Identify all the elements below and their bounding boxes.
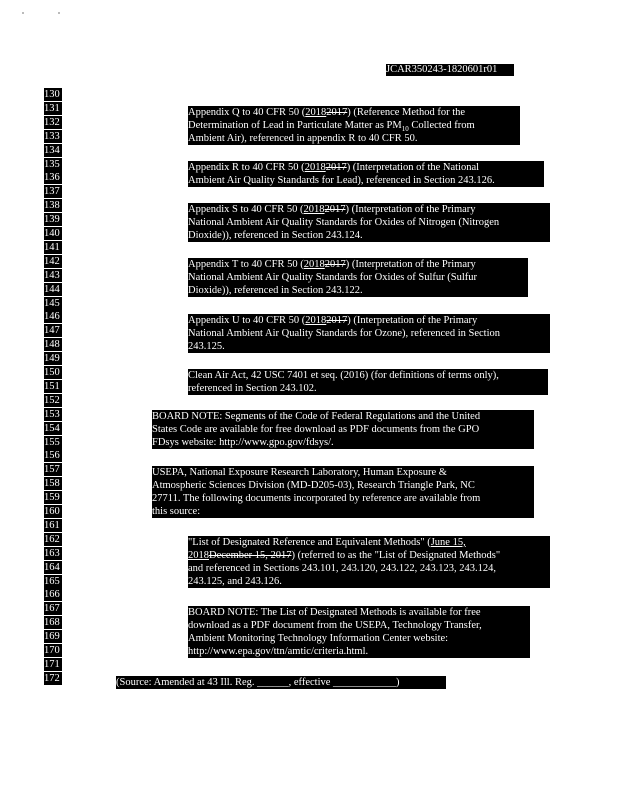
- deleted-text: 2017: [326, 107, 348, 118]
- line-number: 166: [44, 588, 62, 601]
- text-line: National Ambient Air Quality Standards for Oxides of Nitrogen (Nitrogen: [188, 217, 500, 228]
- deleted-text: 2017: [324, 204, 346, 215]
- text-line: Ambient Air Quality Standards for Lead), referenced in Section 243.126.: [188, 175, 495, 186]
- line-number: 160: [44, 505, 62, 518]
- text-line: [188, 106, 520, 119]
- line-number: 170: [44, 644, 62, 657]
- text-line: [188, 119, 520, 132]
- text: Determination of Lead in Particulate Matter as PM: [188, 120, 402, 131]
- text: ) (Reference Method for the: [347, 107, 466, 118]
- line-number: 151: [44, 380, 62, 393]
- line-number: 153: [44, 408, 62, 421]
- text: ) (Interpretation of the Primary: [345, 204, 476, 215]
- line-number: 163: [44, 547, 62, 560]
- line-number: 158: [44, 477, 62, 490]
- text-line: National Ambient Air Quality Standards for Ozone), referenced in Section: [188, 328, 500, 339]
- appendix-u-paragraph: [188, 314, 550, 353]
- line-number: 154: [44, 422, 62, 435]
- deleted-text: 2017: [326, 315, 348, 326]
- text-line: [188, 314, 550, 327]
- line-number: 134: [44, 144, 62, 157]
- text: (Source: Amended at 43 Ill. Reg.: [116, 677, 258, 688]
- text: Appendix T to 40 CFR 50 (: [188, 259, 304, 270]
- inserted-text: June 15,: [430, 537, 466, 548]
- text: "List of Designated Reference and Equivalent Methods" (: [188, 537, 431, 548]
- line-number: 171: [44, 658, 62, 671]
- text: ) (referred to as the "List of Designated Methods": [291, 550, 501, 561]
- inserted-text: 2018: [305, 315, 327, 326]
- text-line: USEPA, National Exposure Research Laboratory, Human Exposure &: [152, 467, 447, 478]
- line-number: 169: [44, 630, 62, 643]
- line-number: 132: [44, 116, 62, 129]
- deleted-text: 2017: [325, 162, 347, 173]
- line-number: 161: [44, 519, 62, 532]
- text: Appendix S to 40 CFR 50 (: [188, 204, 304, 215]
- line-number: 133: [44, 130, 62, 143]
- line-number: 168: [44, 616, 62, 629]
- line-number: 146: [44, 310, 62, 323]
- appendix-t-paragraph: [188, 258, 528, 297]
- line-number: 165: [44, 575, 62, 588]
- line-number: 155: [44, 436, 62, 449]
- line-number: 164: [44, 561, 62, 574]
- text-line: 243.125, and 243.126.: [188, 576, 282, 587]
- text-line: [188, 161, 544, 174]
- line-number: 142: [44, 255, 62, 268]
- text-line: [188, 203, 550, 216]
- text: Appendix U to 40 CFR 50 (: [188, 315, 306, 326]
- text-line: National Ambient Air Quality Standards for Oxides of Sulfur (Sulfur: [188, 272, 478, 283]
- line-number: 152: [44, 394, 62, 407]
- line-number: 172: [44, 672, 62, 685]
- text-line: BOARD NOTE: The List of Designated Methods is available for free: [188, 607, 481, 618]
- text-line: States Code are available for free download as PDF documents from the GPO: [152, 424, 480, 435]
- inserted-text: 2018: [305, 107, 327, 118]
- text-line: http://www.epa.gov/ttn/amtic/criteria.html.: [188, 646, 369, 657]
- line-number: 157: [44, 463, 62, 476]
- appendix-s-paragraph: [188, 203, 550, 242]
- line-number: 148: [44, 338, 62, 351]
- inserted-text: 2018: [304, 162, 326, 173]
- text-line: Dioxide)), referenced in Section 243.124.: [188, 230, 363, 241]
- text: Appendix Q to 40 CFR 50 (: [188, 107, 306, 118]
- text-line: [188, 536, 550, 549]
- text-line: [116, 676, 446, 689]
- inserted-text: 2018: [303, 204, 325, 215]
- text: Appendix R to 40 CFR 50 (: [188, 162, 305, 173]
- appendix-r-paragraph: [188, 161, 544, 187]
- text-line: [188, 549, 550, 562]
- line-number: 138: [44, 199, 62, 212]
- text-line: [188, 258, 528, 271]
- board-note-gpo: [152, 410, 534, 449]
- line-number: 143: [44, 269, 62, 282]
- text-line: Dioxide)), referenced in Section 243.122.: [188, 285, 363, 296]
- line-number: 144: [44, 283, 62, 296]
- text-line: Clean Air Act, 42 USC 7401 et seq. (2016) (for definitions of terms only),: [188, 370, 499, 381]
- line-number: 162: [44, 533, 62, 546]
- text: ) (Interpretation of the Primary: [347, 315, 478, 326]
- scan-speck: [58, 12, 60, 14]
- line-number: 130: [44, 88, 62, 101]
- line-number: 140: [44, 227, 62, 240]
- line-number: 135: [44, 158, 62, 171]
- text-line: FDsys website: http://www.gpo.gov/fdsys/.: [152, 437, 334, 448]
- list-of-designated-methods-paragraph: [188, 536, 550, 588]
- text-line: Atmospheric Sciences Division (MD-D205-03), Research Triangle Park, NC: [152, 480, 475, 491]
- line-number: 136: [44, 171, 62, 184]
- text-line: this source:: [152, 506, 201, 517]
- clean-air-act-paragraph: [188, 369, 548, 395]
- line-number: 150: [44, 366, 62, 379]
- inserted-text: 2018: [188, 550, 209, 561]
- line-number: 131: [44, 102, 62, 115]
- text-line: Ambient Monitoring Technology Information Center website:: [188, 633, 449, 644]
- line-number: 139: [44, 213, 62, 226]
- text-line: download as a PDF document from the USEPA, Technology Transfer,: [188, 620, 482, 631]
- deleted-text: 2017: [324, 259, 346, 270]
- text-line: Ambient Air), referenced in appendix R to 40 CFR 50.: [188, 133, 418, 144]
- line-number: 141: [44, 241, 62, 254]
- text-line: 243.125.: [188, 341, 225, 352]
- text: , effective: [288, 677, 334, 688]
- text: ): [396, 677, 400, 688]
- scan-speck: [22, 12, 24, 14]
- register-blank: ______: [257, 677, 289, 688]
- line-number: 137: [44, 185, 62, 198]
- line-number: 145: [44, 297, 62, 310]
- appendix-q-paragraph: [188, 106, 520, 145]
- text: ) (Interpretation of the National: [346, 162, 480, 173]
- text: Collected from: [408, 120, 475, 131]
- board-note-epa: [188, 606, 530, 658]
- text: ) (Interpretation of the Primary: [345, 259, 476, 270]
- deleted-text: December 15, 2017: [209, 550, 292, 561]
- usepa-source-paragraph: [152, 466, 534, 518]
- text-line: referenced in Section 243.102.: [188, 383, 317, 394]
- line-number: 149: [44, 352, 62, 365]
- line-number: 167: [44, 602, 62, 615]
- line-number: 147: [44, 324, 62, 337]
- text-line: 27711. The following documents incorporated by reference are available from: [152, 493, 481, 504]
- text-line: and referenced in Sections 243.101, 243.120, 243.122, 243.123, 243.124,: [188, 563, 496, 574]
- effective-date-blank: ____________: [333, 677, 397, 688]
- line-number: 159: [44, 491, 62, 504]
- text-line: BOARD NOTE: Segments of the Code of Federal Regulations and the United: [152, 411, 481, 422]
- source-note: [116, 676, 446, 689]
- document-id: JCAR350243-1820601r01: [386, 64, 514, 76]
- inserted-text: 2018: [303, 259, 325, 270]
- line-number: 156: [44, 449, 62, 462]
- subscript: 10: [401, 125, 409, 132]
